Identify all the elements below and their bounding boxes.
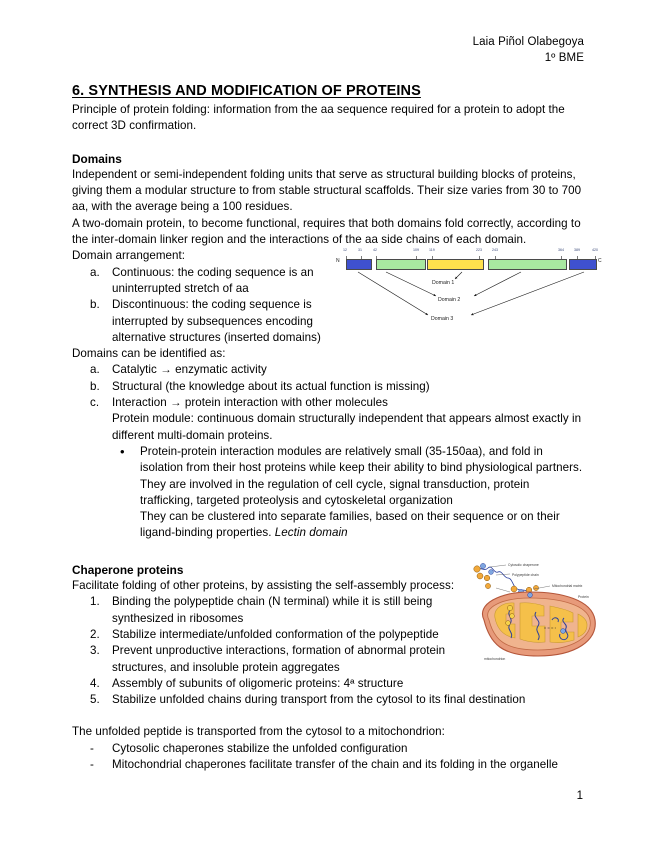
list-marker: c. — [90, 396, 100, 410]
domain-label-3: Domain 3 — [431, 316, 454, 322]
chaperones-lead: Facilitate folding of other proteins, by assisting the self-assembly process: — [72, 579, 455, 593]
list-marker: 5. — [90, 693, 100, 707]
list-item-text: Structural (the knowledge about its actual function is missing) — [112, 379, 430, 393]
annotation-leaders — [490, 565, 550, 592]
list-marker: a. — [90, 363, 100, 377]
annot-1: Cytosolic chaperone — [508, 563, 539, 567]
protein-module-note-3-text: They can be clustered into separate families, based on their sequence or on their ligand-binding properties. — [140, 510, 560, 540]
section-heading-domains: Domains — [72, 151, 122, 166]
list-item — [72, 362, 584, 378]
list-item — [72, 297, 357, 346]
domain-label-2: Domain 2 — [438, 297, 461, 303]
lectin-domain-term: Lectin domain — [274, 526, 348, 540]
residue-number-109: 109 — [413, 248, 419, 252]
list-item-text: Prevent unproductive interactions, formation of abnormal protein structures, and insoluble protein aggregates — [112, 644, 446, 674]
list-item-text: Binding the polypeptide chain (N terminal) while it is still being synthesized in ribosomes — [112, 595, 433, 625]
chaperone-beads-group — [474, 563, 539, 594]
list-marker: a. — [90, 265, 100, 279]
list-marker: - — [90, 741, 94, 755]
list-item — [72, 643, 477, 676]
list-item-text: Discontinuous: the coding sequence is interrupted by subsequences encoding alternative structures (inserted domains) — [112, 298, 321, 344]
residue-number-389: 389 — [574, 248, 580, 252]
document-header — [72, 34, 584, 66]
annot-5: mitochondrion — [484, 657, 506, 661]
list-item — [72, 444, 584, 477]
residue-number-364: 364 — [558, 248, 564, 252]
domain-architecture-figure — [336, 248, 602, 334]
list-item-text: Catalytic → enzymatic activity — [112, 363, 267, 377]
transport-list — [72, 741, 584, 774]
page-number: 1 — [576, 790, 583, 802]
annot-4: Protein — [578, 595, 589, 599]
domain-arrangement-list — [72, 265, 357, 346]
page-title: 6. SYNTHESIS AND MODIFICATION OF PROTEINS — [72, 83, 421, 99]
residue-number-31: 31 — [358, 248, 362, 252]
list-item-text: Continuous: the coding sequence is an uninterrupted stretch of aa — [112, 265, 314, 295]
domain-connector-arrows — [336, 248, 602, 334]
mitochondrion-figure — [466, 548, 600, 673]
protein-module-note: Protein module: continuous domain structurally independent that appears almost exactly in different multi-domain proteins. — [112, 412, 582, 442]
residue-number-119: 119 — [429, 248, 435, 252]
list-marker: 4. — [90, 676, 100, 690]
residue-number-12: 12 — [343, 248, 347, 252]
list-item — [72, 265, 357, 298]
protein-module-bullets — [72, 444, 584, 477]
list-item-text: Stabilize intermediate/unfolded conformation of the polypeptide — [112, 627, 439, 641]
residue-number-42: 42 — [373, 248, 377, 252]
protein-module-note-2: They are involved in the regulation of cell cycle, signal transduction, protein trafficking, targeted proteolysis and cytoskeletal organization — [140, 477, 530, 507]
list-item — [72, 676, 477, 692]
residue-number-223: 223 — [476, 248, 482, 252]
domain-label-1: Domain 1 — [432, 280, 455, 286]
residue-number-243: 243 — [492, 248, 498, 252]
annot-3: Mitochondrial matrix — [552, 584, 583, 588]
annot-2: Polypeptide chain — [512, 573, 539, 577]
list-item — [72, 757, 584, 773]
protein-module-note-3 — [72, 509, 584, 542]
list-item-text: Assembly of subunits of oligomeric proteins: 4ª structure — [112, 676, 404, 690]
intro-paragraph: Principle of protein folding: information from the aa sequence required for a protein to adopt the correct 3D confirmation. — [72, 103, 565, 133]
domain-arrangement-lead: Domain arrangement: — [72, 249, 186, 263]
course-code: 1º BME — [544, 52, 584, 64]
residue-number-420: 420 — [592, 248, 598, 252]
list-marker: 2. — [90, 627, 100, 641]
domains-paragraph-1: Independent or semi-independent folding units that serve as structural building blocks of proteins, giving them a modular structure to from stable structural scaffolds. Their size varies from 30 to 700 aa, with the average being a 100 residues. — [72, 167, 582, 214]
bullet-icon: • — [120, 443, 125, 459]
list-item-text: Cytosolic chaperones stabilize the unfolded configuration — [112, 741, 408, 755]
domains-paragraph-2: A two-domain protein, to become functional, requires that both domains fold correctly, according to the inter-domain linker region and the interactions of the aa side chains of each domain. — [72, 216, 581, 247]
n-terminus-label: N — [336, 258, 340, 264]
list-item — [72, 395, 584, 411]
list-marker: 3. — [90, 644, 100, 658]
mitochondrion-illustration — [466, 548, 600, 673]
domain-identified-list — [72, 362, 584, 411]
list-marker: - — [90, 757, 94, 771]
author-name: Laia Piñol Olabegoya — [472, 36, 584, 48]
c-terminus-label: C — [598, 258, 602, 264]
list-item — [72, 627, 477, 643]
list-marker: 1. — [90, 595, 100, 609]
translocase-channel — [528, 593, 533, 598]
list-item-text: Mitochondrial chaperones facilitate transfer of the chain and its folding in the organelle — [112, 757, 558, 771]
cytosolic-chain-group — [476, 567, 528, 592]
list-marker: b. — [90, 298, 100, 312]
list-item — [72, 379, 584, 395]
list-item-text: Stabilize unfolded chains during transport from the cytosol to its final destination — [112, 693, 526, 707]
list-item-text: Interaction → protein interaction with other molecules — [112, 396, 388, 410]
transport-lead: The unfolded peptide is transported from the cytosol to a mitochondrion: — [72, 725, 445, 739]
chaperone-functions-list-cont — [72, 692, 584, 708]
list-item-text: Protein-protein interaction modules are relatively small (35-150aa), and fold in isolation from their host proteins while keep their ability to bind physiological partners. — [140, 444, 583, 475]
chaperone-functions-list — [72, 594, 477, 692]
section-heading-chaperones: Chaperone proteins — [72, 562, 184, 577]
domains-identified-lead: Domains can be identified as: — [72, 347, 226, 361]
list-item — [72, 594, 477, 627]
list-item — [72, 741, 584, 757]
list-marker: b. — [90, 379, 100, 393]
list-item — [72, 692, 584, 708]
